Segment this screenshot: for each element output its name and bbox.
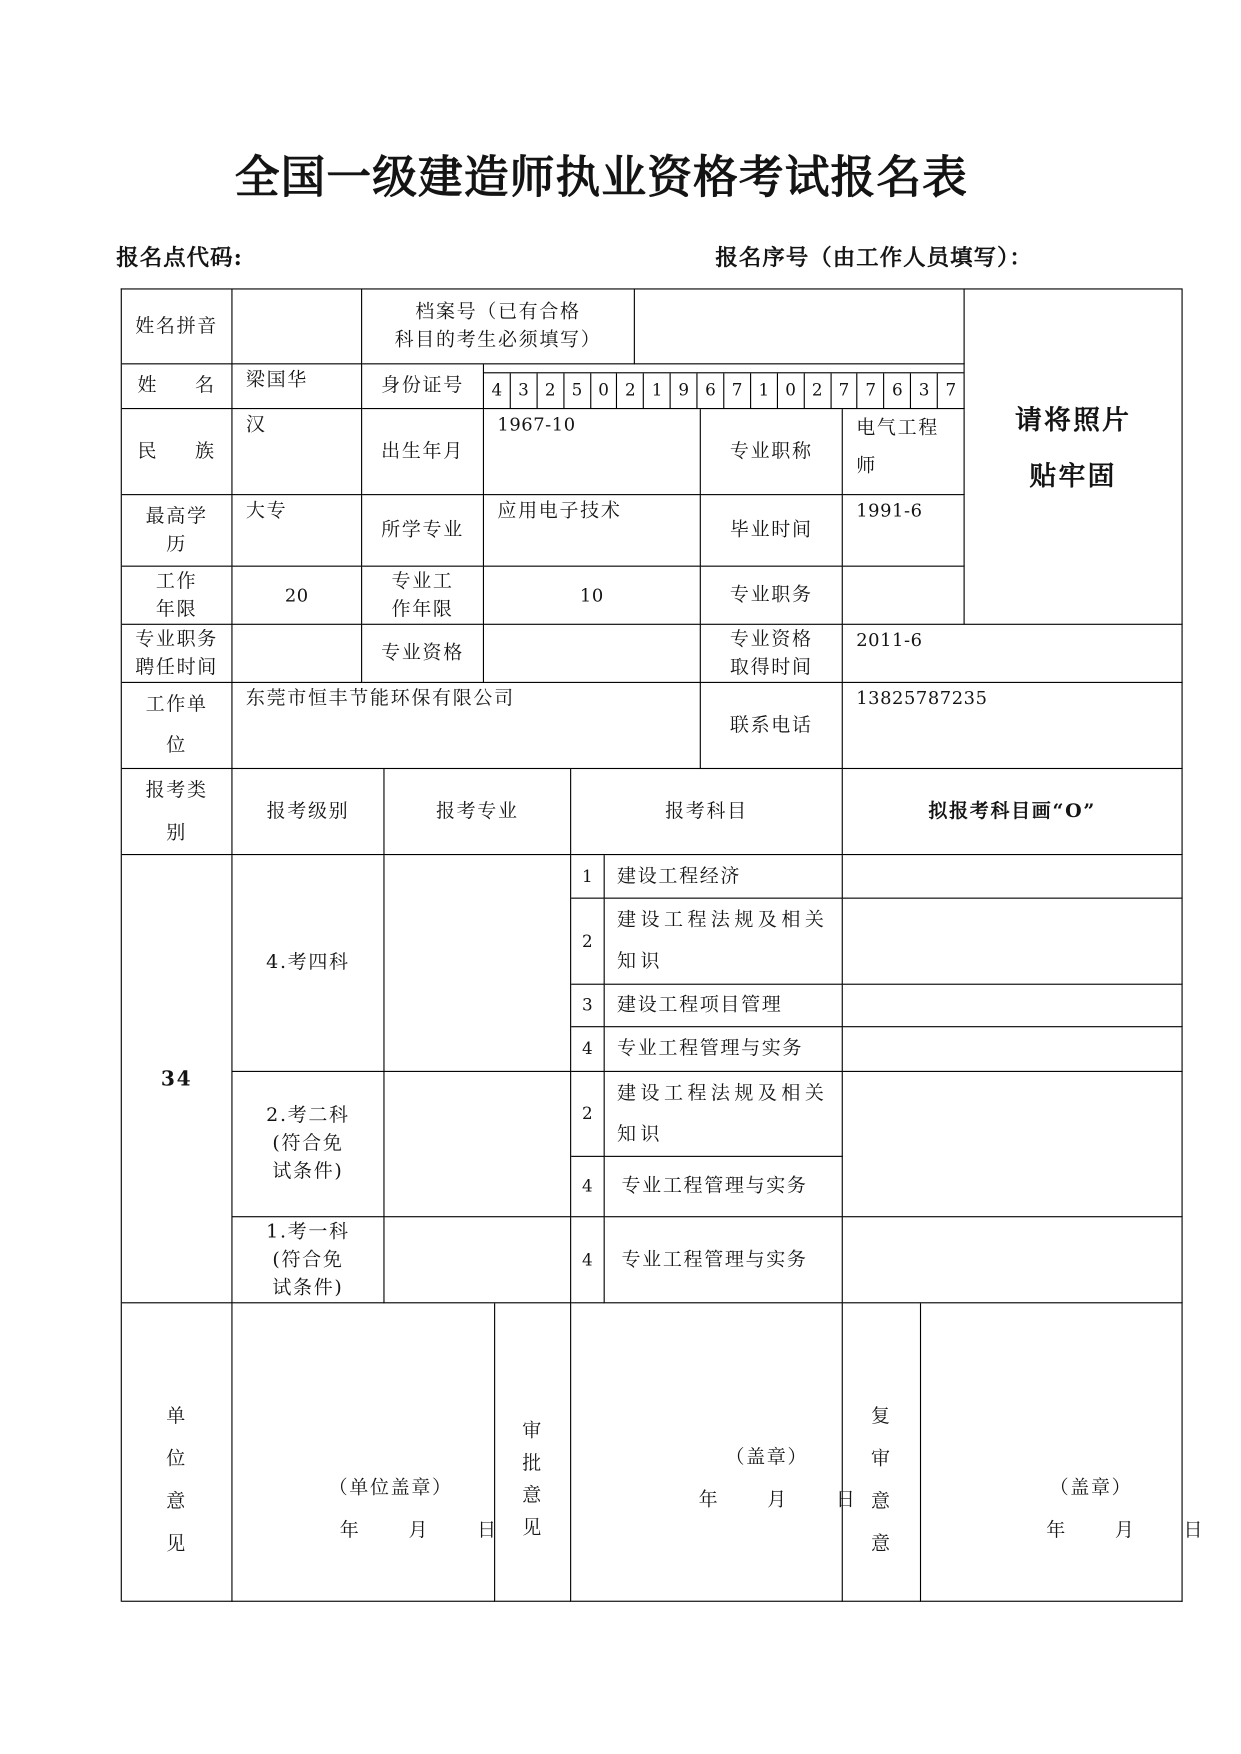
registration-table [121,288,1205,1601]
photo-placeholder: 请将照片 贴牢固 [965,290,1183,625]
exam-subject-header: 报考科目 [571,769,843,855]
exam-mark-header: 拟报考科目画“O” [843,769,1183,855]
employer-label: 工作单 位 [122,683,233,769]
phone-value: 13825787235 [843,683,1183,769]
review-opinion-label: 审批意见 [522,1419,543,1540]
review-date-text: 年 月 日 [698,1488,857,1512]
recheck-opinion-area [921,1303,1205,1601]
position-value-cell [843,567,965,625]
subject-name: 专业工程管理与实务 [605,1027,843,1072]
exam-level-four-subjects: 4.考四科 [233,855,385,1072]
unit-opinion-label-cell [122,1303,233,1601]
pinyin-value-cell [233,290,363,365]
exam-category-value: 34 [122,855,233,1303]
professional-years-value: 10 [484,567,701,625]
subject-number: 1 [571,855,605,899]
qualification-label: 专业资格 [362,625,484,683]
id-number-digits [484,372,964,408]
subject-number: 4 [571,1027,605,1072]
site-code-label: 报名点代码: [116,243,243,271]
name-value: 梁国华 [233,364,363,409]
archive-number-label: 档案号（已有合格 科目的考生必须填写） [362,290,635,365]
employer-value: 东莞市恒丰节能环保有限公司 [233,683,701,769]
id-digit: 6 [885,373,912,408]
form-title: 全国一级建造师执业资格考试报名表 [234,150,969,204]
id-digit: 0 [778,373,805,408]
subject-mark-cell [843,985,1183,1027]
subject-number: 4 [571,1217,605,1303]
exam-level-one-subject: 1.考一科 (符合免 试条件) [233,1217,385,1303]
id-digit: 4 [484,373,511,408]
qualification-value-cell [484,625,701,683]
subject-name: 建设工程项目管理 [605,985,843,1027]
exam-category-label: 报考类 别 [122,769,233,855]
recheck-opinion-label: 复审意意 [871,1405,892,1555]
professional-title-value: 电气工程 师 [843,409,965,495]
id-digit: 7 [831,373,858,408]
id-digit: 3 [511,373,538,408]
subject-mark-cell [843,1072,1183,1217]
ethnicity-label: 民 族 [122,409,233,495]
id-digit: 1 [644,373,671,408]
pinyin-label: 姓名拼音 [122,290,233,365]
id-digit: 1 [751,373,778,408]
work-years-value: 20 [233,567,363,625]
appointment-date-value-cell [233,625,363,683]
exam-major-cell [385,1217,572,1303]
subject-mark-cell [843,899,1183,985]
subject-mark-cell [843,1217,1183,1303]
position-label: 专业职务 [701,567,843,625]
exam-level-two-subjects: 2.考二科 (符合免 试条件) [233,1072,385,1217]
recheck-opinion-label-cell [843,1303,921,1601]
education-value: 大专 [233,495,363,567]
education-label: 最高学 历 [122,495,233,567]
professional-years-label: 专业工 作年限 [362,567,484,625]
exam-major-cell [385,855,572,1072]
review-opinion-label-cell [495,1303,571,1601]
subject-name: 建设工程经济 [605,855,843,899]
id-digit: 3 [911,373,938,408]
qualification-date-label: 专业资格 取得时间 [701,625,843,683]
id-digit: 2 [537,373,564,408]
id-digit: 2 [804,373,831,408]
exam-level-header: 报考级别 [233,769,385,855]
major-value: 应用电子技术 [484,495,701,567]
appointment-date-label: 专业职务 聘任时间 [122,625,233,683]
unit-opinion-area [233,1303,496,1601]
recheck-stamp-text: （盖章） [1049,1476,1133,1499]
id-digit: 9 [671,373,698,408]
archive-number-value-cell [635,290,965,365]
subject-mark-cell [843,1027,1183,1072]
subject-name: 专业工程管理与实务 [605,1157,843,1217]
subject-name: 建设工程法规及相关 知识 [605,899,843,985]
work-years-label: 工作 年限 [122,567,233,625]
recheck-date-text: 年 月 日 [1046,1519,1205,1542]
serial-number-label: 报名序号（由工作人员填写）： [715,243,1033,271]
id-digit: 7 [858,373,885,408]
subject-number: 3 [571,985,605,1027]
id-number-cell [484,364,965,409]
major-label: 所学专业 [362,495,484,567]
id-digit: 0 [591,373,618,408]
id-digit: 2 [618,373,645,408]
unit-opinion-label: 单位意见 [166,1405,187,1555]
phone-label: 联系电话 [701,683,843,769]
subject-number: 2 [571,1072,605,1157]
id-digit: 7 [945,380,957,401]
name-label: 姓 名 [122,364,233,409]
review-stamp-text: （盖章） [725,1446,809,1469]
graduation-label: 毕业时间 [701,495,843,567]
subject-mark-cell [843,855,1183,899]
exam-major-header: 报考专业 [385,769,572,855]
subject-name: 建设工程法规及相关 知识 [605,1072,843,1157]
id-digit: 5 [564,373,591,408]
exam-major-cell [385,1072,572,1217]
review-opinion-area [571,1303,857,1601]
subject-name: 专业工程管理与实务 [605,1217,843,1303]
id-number-label: 身份证号 [362,364,484,409]
professional-title-label: 专业职称 [701,409,843,495]
graduation-value: 1991-6 [843,495,965,567]
unit-stamp-text: （单位盖章） [328,1476,453,1499]
id-digit: 6 [698,373,725,408]
id-digit: 7 [724,373,751,408]
qualification-date-value: 2011-6 [843,625,1183,683]
birth-value: 1967-10 [484,409,701,495]
subject-number: 4 [571,1157,605,1217]
birth-label: 出生年月 [362,409,484,495]
unit-date-text: 年 月 日 [339,1519,498,1542]
subject-number: 2 [571,899,605,985]
ethnicity-value: 汉 [233,409,363,495]
